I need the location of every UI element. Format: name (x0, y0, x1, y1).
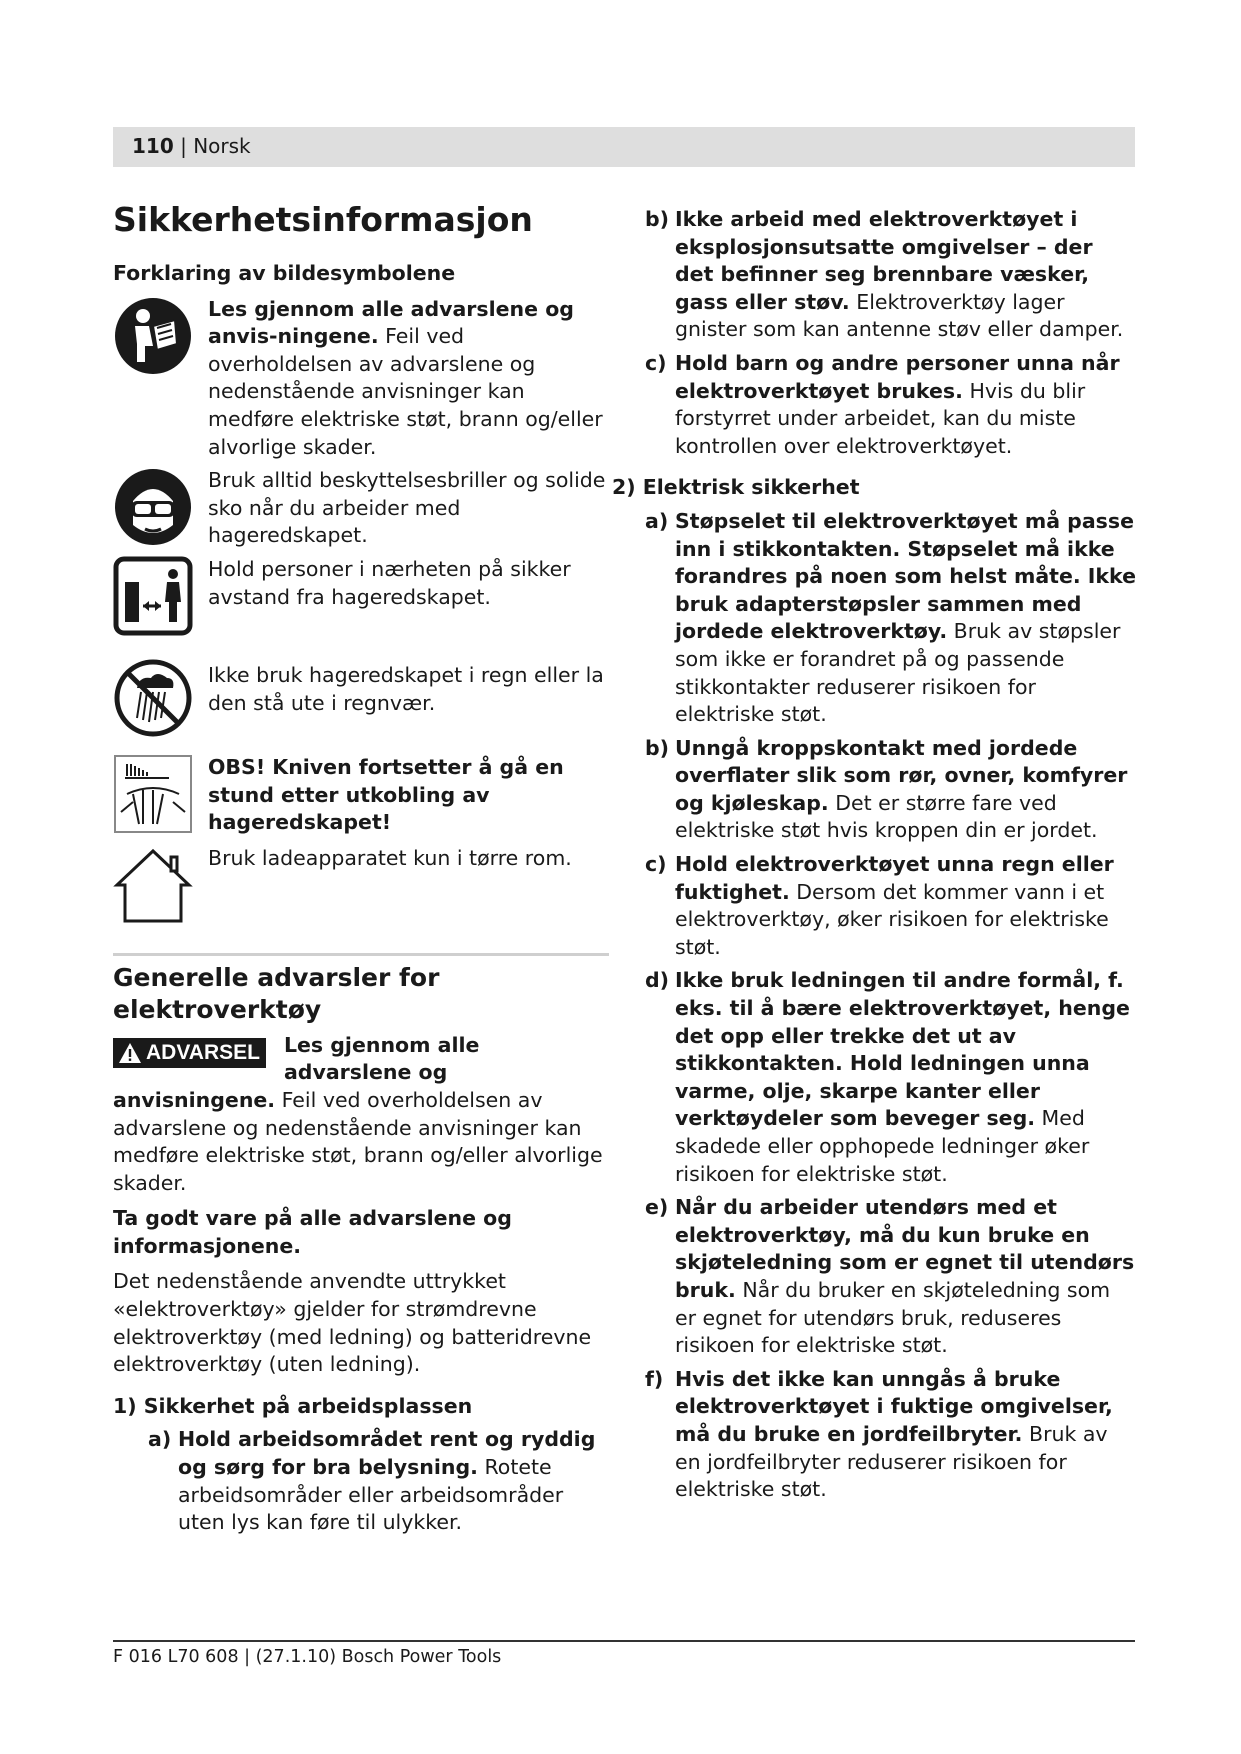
item-bold: Ikke bruk ledningen til andre formål, f. eks. til å bære elektroverktøyet, henge det opp eller trekke det ut av stikkontakten. Hold ledningen unna varme, olje, skarpe kanter eller verktøydeler som beveger seg. (675, 968, 1130, 1131)
item-bold: Hold barn og andre personer unna når elektroverktøyet brukes. (675, 350, 1120, 403)
item-text: Når du bruker en skjøteledning som er egnet for utendørs bruk, reduseres risikoen for elektriske støt. (675, 1277, 1111, 1358)
item-label: c) (645, 350, 667, 375)
footer-divider (113, 1640, 1135, 1642)
general-warnings-heading: Generelle advarsler for elektroverktøy (113, 962, 440, 1024)
item-bold: Når du arbeider utendørs med et elektroverktøy, må du kun bruke en skjøteledning som er egnet til utendørs bruk. (675, 1195, 1135, 1302)
item-bold: Ikke arbeid med elektroverktøyet i eksplosjonsutsatte omgivelser – der det befinner seg brennbare væsker, gass eller støv. (675, 207, 1093, 314)
warning-text: Feil ved overholdelsen av advarslene og nedenstående anvisninger kan medføre elektriske støt, brann og/eller alvorlige skader. (113, 1087, 603, 1195)
item-label: c) (645, 852, 667, 877)
section-divider (113, 953, 609, 956)
item-text: Hvis du blir forstyrret under arbeidet, kan du miste kontrollen over elektroverktøyet. (675, 378, 1086, 458)
item-text: Med skadede eller opphopede ledninger øker risikoen for elektriske støt. (675, 1106, 1090, 1186)
item-label: a) (148, 1427, 172, 1452)
item-text: Rotete arbeidsområder eller arbeidsområder uten lys kan føre til ulykker. (178, 1455, 564, 1535)
indoor-house-icon (113, 845, 208, 925)
warning-triangle-icon (118, 1042, 142, 1064)
item-text: Bruk av støpsler som ikke er forandret på og passende stikkontakter reduserer risikoen for elektriske støt. (675, 619, 1121, 727)
warning-badge-label: ADVARSEL (146, 1040, 260, 1064)
page-number: 110 (132, 134, 174, 158)
list-item (645, 1194, 1137, 1360)
blade-rundown-icon (113, 754, 208, 834)
item-label: a) (645, 508, 669, 533)
page-header (132, 133, 251, 159)
symbol-text-no-rain: Ikke bruk hageredskapet i regn eller la den stå ute i regnvær. (208, 662, 604, 715)
symbol-bold-blade-rundown: OBS! Kniven fortsetter å gå en stund etter utkobling av hageredskapet! (208, 754, 564, 835)
symbol-text-goggles: Bruk alltid beskyttelsesbriller og solide sko når du arbeider med hageredskapet. (208, 468, 606, 548)
list-item (645, 851, 1137, 961)
section1-heading: 1) Sikkerhet på arbeidsplassen (113, 1393, 473, 1418)
item-label: b) (645, 735, 670, 760)
symbol-row-keep-distance (113, 556, 609, 636)
symbol-row-indoor (113, 845, 609, 925)
item-text: Elektroverktøy lager gnister som kan antenne støv eller damper. (675, 289, 1124, 342)
symbol-row-no-rain (113, 658, 609, 738)
symbol-text-read-manual (208, 296, 609, 462)
left-column (113, 200, 609, 1537)
warning-badge (113, 1038, 266, 1068)
item-bold: Unngå kroppskontakt med jordede overflater slik som rør, ovner, komfyrer og kjøleskap. (675, 735, 1128, 815)
no-rain-icon (113, 658, 208, 738)
list-item (645, 735, 1137, 845)
list-item (645, 967, 1137, 1188)
list-item (645, 350, 1137, 460)
symbol-desc-read-manual: Feil ved overholdelsen av advarslene og nedenstående anvisninger kan medføre elektriske støt, brann og/eller alvorlige skader. (208, 324, 603, 459)
footer-text: F 016 L70 608 | (27.1.10) Bosch Power Tools (113, 1647, 502, 1667)
warning-block (113, 1032, 609, 1198)
item-text: Dersom det kommer vann i et elektroverktøy, øker risikoen for elektriske støt. (675, 879, 1109, 959)
goggles-icon (113, 467, 208, 547)
list-item (645, 206, 1137, 344)
page-title: Sikkerhetsinformasjon (113, 200, 533, 239)
symbol-text-keep-distance: Hold personer i nærheten på sikker avstand fra hageredskapet. (208, 556, 571, 609)
item-bold: Støpselet til elektroverktøyet må passe inn i stikkontakten. Støpselet må ikke forandres på noen som helst måte. Ikke bruk adapterstøpsler sammen med jordede elektroverktøy. (675, 508, 1137, 644)
item-bold: Hold elektroverktøyet unna regn eller fuktighet. (675, 852, 1114, 904)
keep-warnings-text: Ta godt vare på alle advarslene og informasjonene. (113, 1206, 512, 1258)
list-item (645, 1366, 1137, 1504)
item-bold: Hvis det ikke kan unngås å bruke elektroverktøyet i fuktige omgivelser, må du bruke en jordfeilbryter. (675, 1366, 1113, 1446)
symbol-row-blade-rundown (113, 754, 609, 837)
item-label: b) (645, 207, 670, 231)
read-manual-icon (113, 296, 208, 376)
header-separator: | (173, 134, 194, 158)
section2-heading: 2) Elektrisk sikkerhet (612, 475, 860, 500)
symbol-row-read-manual (113, 296, 609, 462)
item-text: Bruk av en jordfeilbryter reduserer risikoen for elektriske støt. (675, 1421, 1108, 1502)
item-text: Det er større fare ved elektriske støt hvis kroppen din er jordet. (675, 790, 1098, 843)
keep-distance-icon (113, 556, 208, 636)
item-label: e) (645, 1195, 669, 1220)
right-column (612, 206, 1137, 1504)
list-item (645, 508, 1137, 729)
definition-text: Det nedenstående anvendte uttrykket «elektroverktøy» gjelder for strømdrevne elektroverktøy (med ledning) og batteridrevne elektroverktøy (uten ledning). (113, 1269, 592, 1377)
item-bold: Hold arbeidsområdet rent og ryddig og sørg for bra belysning. (178, 1427, 596, 1480)
warning-bold: Les gjennom alle advarslene og anvisningene. (113, 1032, 480, 1112)
header-language: Norsk (193, 134, 251, 158)
item-label: f) (645, 1366, 664, 1391)
symbol-bold-read-manual: Les gjennom alle advarslene og anvis-ningene. (208, 296, 574, 349)
symbol-text-indoor: Bruk ladeapparatet kun i tørre rom. (208, 845, 572, 870)
item-label: d) (645, 968, 670, 993)
symbol-text-blade-rundown (208, 754, 609, 837)
symbol-row-goggles (113, 467, 609, 550)
header-band (113, 127, 1135, 167)
symbols-heading: Forklaring av bildesymbolene (113, 261, 456, 285)
list-item (113, 1426, 609, 1536)
